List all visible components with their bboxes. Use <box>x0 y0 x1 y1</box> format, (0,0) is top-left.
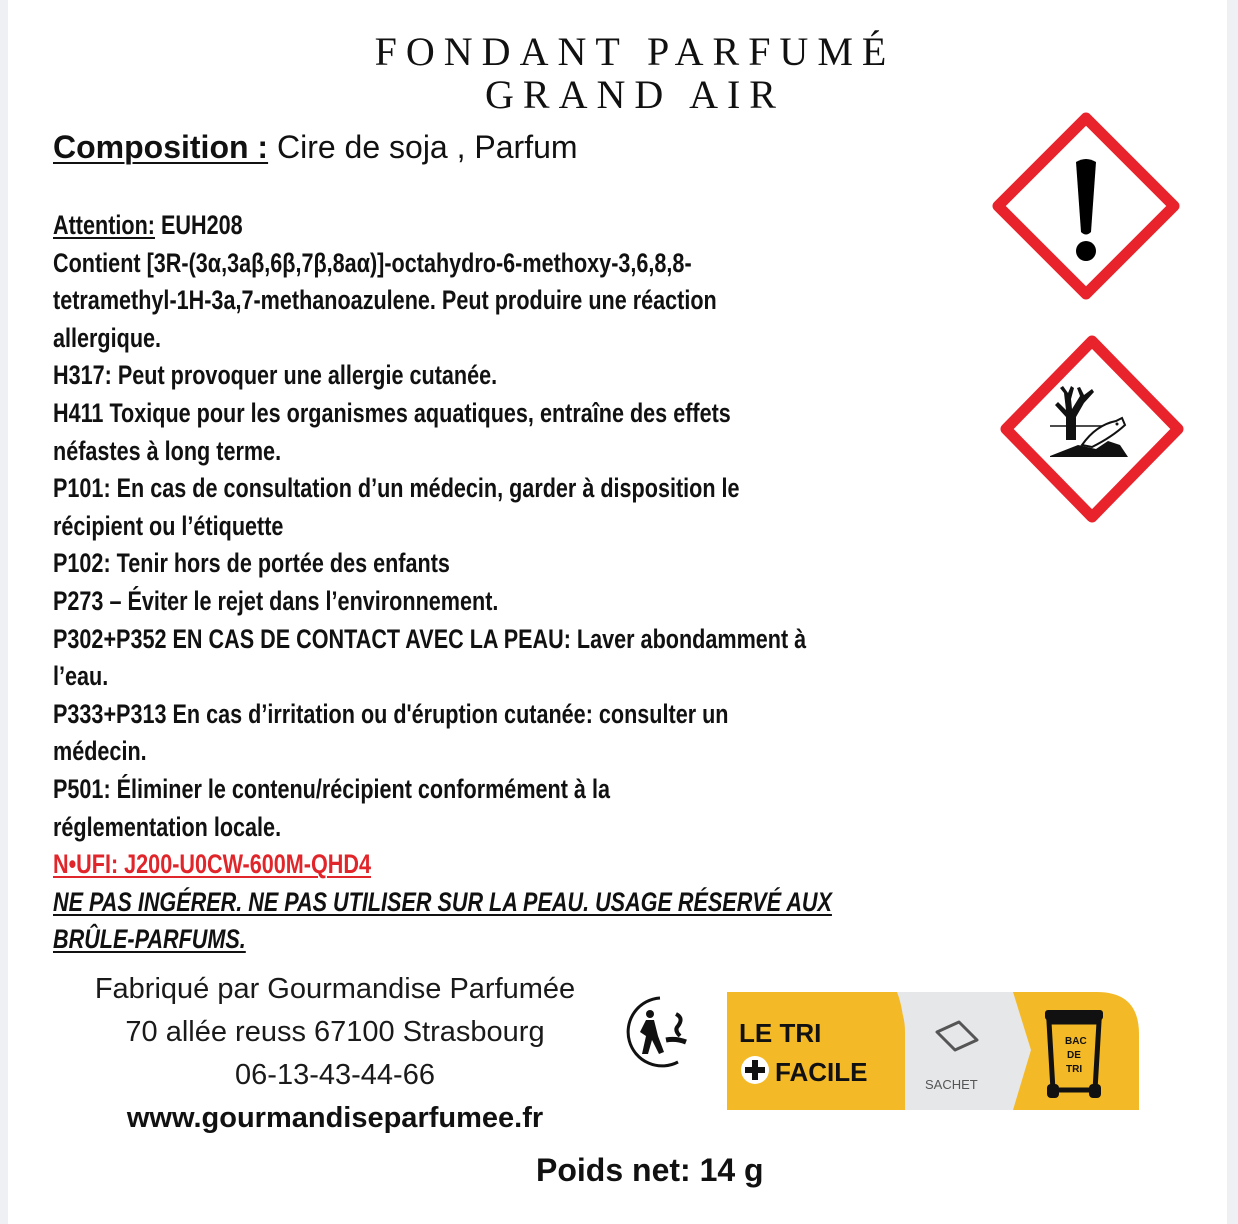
svg-text:FACILE: FACILE <box>775 1057 868 1087</box>
page-border-left <box>0 0 8 1224</box>
usage-warning-text: NE PAS INGÉRER. NE PAS UTILISER SUR LA PEAU. USAGE RÉSERVÉ AUX <box>53 886 832 917</box>
safety-line: P101: En cas de consultation d’un médecin, garder à disposition le <box>53 473 740 504</box>
exclamation-mark-icon <box>990 110 1182 302</box>
safety-line: tetramethyl-1H-3a,7-methanoazulene. Peut produire une réaction <box>53 285 717 316</box>
usage-warning-line <box>53 884 957 922</box>
safety-line: réglementation locale. <box>53 811 282 842</box>
product-title-line1: FONDANT PARFUMÉ <box>374 29 896 74</box>
attention-line <box>53 207 957 245</box>
product-title-line2: GRAND AIR <box>485 72 785 117</box>
manufacturer-info <box>40 968 630 1140</box>
svg-text:BAC: BAC <box>1065 1036 1087 1047</box>
usage-warning-text: BRÛLE-PARFUMS. <box>53 924 246 955</box>
svg-text:LE TRI: LE TRI <box>739 1018 822 1048</box>
safety-line: H411 Toxique pour les organismes aquatiques, entraîne des effets <box>53 397 731 428</box>
svg-text:SACHET: SACHET <box>925 1077 978 1092</box>
safety-line: P273 – Éviter le rejet dans l’environnement. <box>53 585 499 616</box>
safety-line: l’eau. <box>53 661 109 692</box>
manufacturer-name: Fabriqué par Gourmandise Parfumée <box>94 973 576 1005</box>
ufi-code <box>53 846 957 884</box>
safety-line: P102: Tenir hors de portée des enfants <box>53 548 450 579</box>
net-weight: Poids net: 14 g <box>536 1152 764 1188</box>
safety-line: Contient [3R-(3α,3aβ,6β,7β,8aα)]-octahydro-6-methoxy-3,6,8,8- <box>53 247 692 278</box>
ufi-text: N•UFI: J200-U0CW-600M-QHD4 <box>53 849 371 880</box>
composition-label: Composition : <box>53 129 269 165</box>
environment-hazard-icon <box>1000 333 1184 525</box>
safety-line: P333+P313 En cas d’irritation ou d'éruption cutanée: consulter un <box>53 698 729 729</box>
attention-label: Attention: <box>53 210 155 240</box>
svg-text:TRI: TRI <box>1066 1064 1083 1075</box>
safety-text-block <box>53 207 1183 959</box>
manufacturer-phone: 06-13-43-44-66 <box>235 1059 435 1091</box>
safety-line: H317: Peut provoquer une allergie cutanée. <box>53 360 498 391</box>
safety-line: médecin. <box>53 736 147 767</box>
usage-warning-line <box>53 921 957 959</box>
svg-text:DE: DE <box>1067 1050 1081 1061</box>
composition <box>53 127 578 167</box>
info-tri-recycling-banner <box>727 992 1142 1110</box>
manufacturer-website: www.gourmandiseparfumee.fr <box>126 1102 544 1134</box>
attention-code: EUH208 <box>154 210 243 240</box>
safety-line: P501: Éliminer le contenu/récipient conformément à la <box>53 773 610 804</box>
composition-value: Cire de soja , Parfum <box>268 129 578 165</box>
triman-icon <box>620 992 700 1072</box>
safety-line: P302+P352 EN CAS DE CONTACT AVEC LA PEAU: Laver abondamment à <box>53 623 807 654</box>
page-border-right <box>1227 0 1238 1224</box>
manufacturer-address: 70 allée reuss 67100 Strasbourg <box>125 1016 545 1048</box>
safety-line: récipient ou l’étiquette <box>53 510 284 541</box>
safety-line: néfastes à long terme. <box>53 435 282 466</box>
safety-line: allergique. <box>53 322 162 353</box>
